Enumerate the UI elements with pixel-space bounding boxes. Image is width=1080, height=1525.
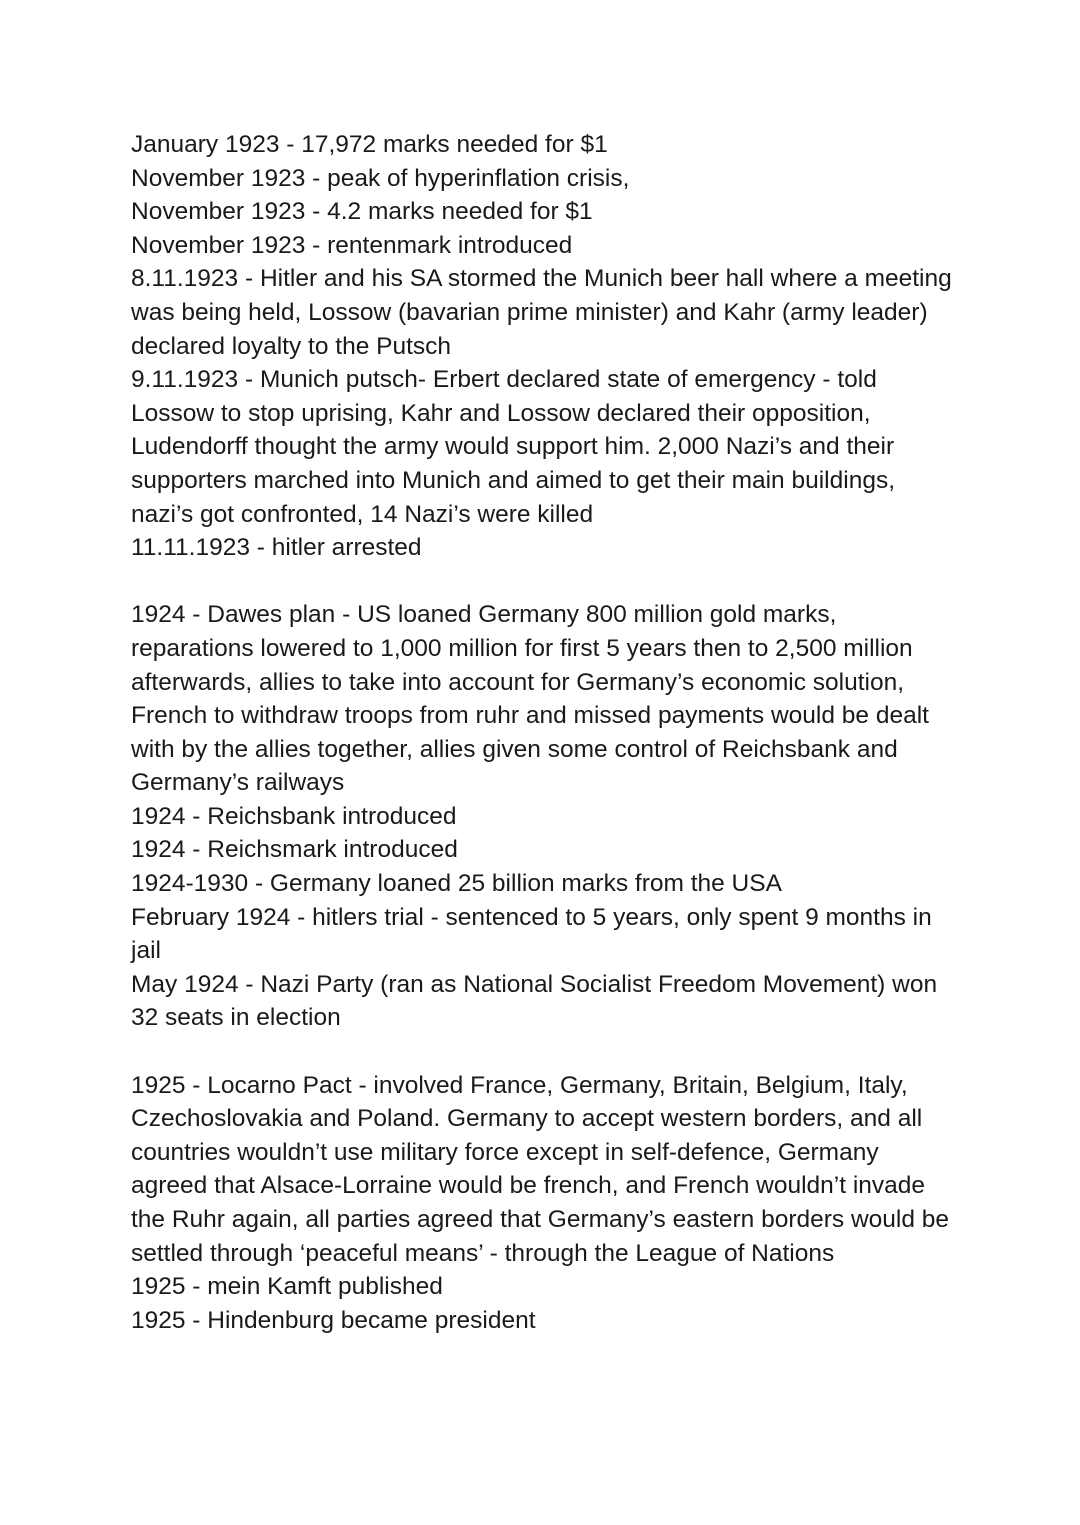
notes-block-1924: [131, 598, 961, 1035]
timeline-entry: 1924 - Dawes plan - US loaned Germany 800 million gold marks, reparations lowered to 1,000 million for first 5 years then to 2,500 million afterwards, allies to take into account for Germany’s economic solution, French to withdraw troops from ruhr and missed payments would be dealt with by the allies together, allies given some control of Reichsbank and Germany’s railways: [131, 601, 929, 797]
timeline-entry: 1924 - Reichsmark introduced: [131, 836, 458, 864]
timeline-entry: 9.11.1923 - Munich putsch- Erbert declared state of emergency - told Lossow to stop uprising, Kahr and Lossow declared their opposition, Ludendorff thought the army would support him. 2,000 Nazi’s and their supporters marched into Munich and aimed to get their main buildings, nazi’s got confronted, 14 Nazi’s were killed: [131, 366, 895, 528]
timeline-entry: 1925 - Hindenburg became president: [131, 1306, 536, 1334]
timeline-entry: 1925 - Locarno Pact - involved France, Germany, Britain, Belgium, Italy, Czechoslovakia and Poland. Germany to accept western borders, and all countries wouldn’t use military force except in self-defence, Germany agreed that Alsace-Lorraine would be french, and French wouldn’t invade the Ruhr again, all parties agreed that Germany’s eastern borders would be settled through ‘peaceful means’ - through the League of Nations: [131, 1071, 950, 1267]
timeline-entry: May 1924 - Nazi Party (ran as National Socialist Freedom Movement) won 32 seats in election: [131, 970, 938, 1032]
document-page: [131, 128, 961, 1337]
timeline-entry: November 1923 - peak of hyperinflation crisis,: [131, 164, 630, 192]
timeline-entry: 1925 - mein Kamft published: [131, 1273, 443, 1301]
timeline-entry: 1924 - Reichsbank introduced: [131, 802, 457, 830]
timeline-entry: November 1923 - rentenmark introduced: [131, 231, 573, 259]
notes-block-1925: [131, 1069, 961, 1338]
timeline-entry: February 1924 - hitlers trial - sentenced to 5 years, only spent 9 months in jail: [131, 903, 932, 965]
timeline-entry: 8.11.1923 - Hitler and his SA stormed the Munich beer hall where a meeting was being held, Lossow (bavarian prime minister) and Kahr (army leader) declared loyalty to the Putsch: [131, 265, 952, 360]
timeline-entry: January 1923 - 17,972 marks needed for $1: [131, 131, 608, 158]
timeline-entry: 11.11.1923 - hitler arrested: [131, 534, 422, 562]
timeline-entry: 1924-1930 - Germany loaned 25 billion marks from the USA: [131, 870, 782, 898]
timeline-entry: November 1923 - 4.2 marks needed for $1: [131, 198, 593, 226]
notes-block-1923: [131, 128, 961, 565]
